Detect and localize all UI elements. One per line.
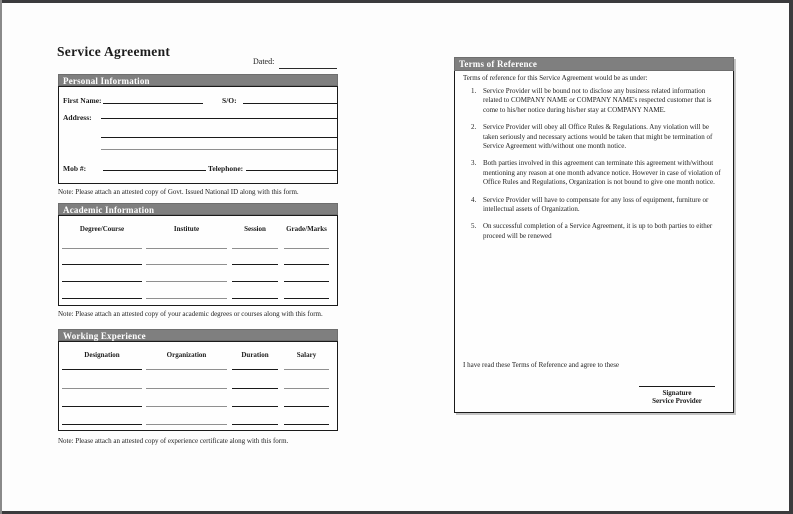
experience-blank-line xyxy=(146,388,227,389)
experience-col-salary: Salary xyxy=(296,351,317,359)
experience-blank-line xyxy=(284,424,329,425)
academic-blank-line xyxy=(146,264,227,265)
dated-blank-line xyxy=(279,68,337,69)
term-number: 3. xyxy=(471,159,477,168)
term-text: Service Provider will obey all Office Rules & Regulations. Any violation will be taken seriously and necessary actions would be taken that might be termination of Service Agreement with/without one month notice. xyxy=(483,123,713,151)
experience-blank-line xyxy=(62,424,142,425)
term-text: Service Provider will have to compensate for any loss of equipment, furniture or intellectual assets of Organization. xyxy=(483,195,709,214)
experience-box xyxy=(58,341,338,431)
first-name-label: First Name: xyxy=(63,96,102,105)
signature-block xyxy=(639,386,715,405)
experience-note: Note: Please attach an attested copy of experience certificate along with this form. xyxy=(58,437,289,445)
term-number: 5. xyxy=(471,222,477,231)
frame-border-top xyxy=(0,0,793,3)
academic-blank-line xyxy=(284,248,329,249)
academic-blank-line xyxy=(62,264,142,265)
term-item-1 xyxy=(471,87,725,115)
term-item-3 xyxy=(471,159,725,187)
academic-blank-line xyxy=(232,264,278,265)
experience-blank-line xyxy=(146,369,227,370)
telephone-label: Telephone: xyxy=(208,164,244,173)
frame-border-right xyxy=(789,0,793,514)
address-label: Address: xyxy=(63,113,92,122)
experience-col-designation: Designation xyxy=(84,351,120,359)
experience-col-organization: Organization xyxy=(166,351,207,359)
terms-page xyxy=(454,57,734,413)
academic-blank-line xyxy=(62,281,142,282)
experience-blank-line xyxy=(284,388,329,389)
page-title: Service Agreement xyxy=(57,44,171,59)
acknowledgement-text: I have read these Terms of Reference and agree to these xyxy=(463,361,620,369)
academic-blank-line xyxy=(146,248,227,249)
term-item-5 xyxy=(471,222,725,241)
first-name-blank-line xyxy=(103,103,203,104)
address-blank-line-3 xyxy=(101,149,337,150)
address-blank-line-1 xyxy=(101,118,337,119)
academic-blank-line xyxy=(232,248,278,249)
term-text: Service Provider will be bound not to disclose any business related information related to COMPANY NAME or COMPANY NAME's respected customer that is come to his/her notice during his/her stay at COMPANY NAME. xyxy=(483,87,712,114)
personal-note: Note: Please attach an attested copy of Govt. Issued National ID along with this form. xyxy=(58,188,299,196)
terms-intro: Terms of reference for this Service Agreement would be as under: xyxy=(463,74,648,82)
academic-note: Note: Please attach an attested copy of your academic degrees or courses along with this form. xyxy=(58,310,323,318)
section-header-personal: Personal Information xyxy=(58,74,338,86)
experience-blank-line xyxy=(232,406,278,407)
academic-info-box xyxy=(58,215,338,306)
academic-blank-line xyxy=(284,264,329,265)
signature-role: Service Provider xyxy=(652,397,702,406)
term-text: On successful completion of a Service Agreement, it is up to both parties to either proceed will be renewed xyxy=(483,222,713,240)
experience-blank-line xyxy=(284,406,329,407)
academic-blank-line xyxy=(62,248,142,249)
experience-col-duration: Duration xyxy=(241,351,269,359)
academic-blank-line xyxy=(146,281,227,282)
experience-blank-line xyxy=(62,406,142,407)
signature-label: Signature xyxy=(662,389,692,397)
academic-col-grade: Grade/Marks xyxy=(286,225,327,233)
experience-blank-line xyxy=(62,369,142,370)
academic-blank-line xyxy=(284,298,329,299)
mob-label: Mob #: xyxy=(63,164,87,173)
terms-list xyxy=(471,87,725,249)
so-blank-line xyxy=(243,103,337,104)
term-number: 1. xyxy=(471,87,477,95)
academic-blank-line xyxy=(62,298,142,299)
academic-col-degree: Degree/Course xyxy=(79,225,125,233)
term-number: 2. xyxy=(471,123,477,132)
academic-blank-line xyxy=(146,298,227,299)
academic-blank-line xyxy=(232,298,278,299)
address-blank-line-2 xyxy=(101,137,337,138)
section-header-experience: Working Experience xyxy=(58,329,338,341)
term-item-4 xyxy=(471,196,725,215)
experience-blank-line xyxy=(62,388,142,389)
signature-blank-line xyxy=(639,386,715,387)
so-label: S/O: xyxy=(222,96,237,105)
telephone-blank-line xyxy=(246,170,337,171)
term-item-2 xyxy=(471,123,725,151)
section-header-academic: Academic Information xyxy=(58,203,338,215)
experience-blank-line xyxy=(146,424,227,425)
dated-label: Dated: xyxy=(253,57,275,66)
academic-blank-line xyxy=(284,281,329,282)
mob-blank-line xyxy=(103,170,206,171)
academic-blank-line xyxy=(232,281,278,282)
section-header-terms: Terms of Reference xyxy=(454,57,734,71)
experience-blank-line xyxy=(232,424,278,425)
term-number: 4. xyxy=(471,195,477,204)
term-text: Both parties involved in this agreement can terminate this agreement with/without mentioning any reason at one month advance notice. However in case of violation of Office Rules and Regulations, Organization is not bound to give one month notice. xyxy=(483,159,721,187)
frame-border-left xyxy=(0,0,2,514)
experience-blank-line xyxy=(146,406,227,407)
experience-blank-line xyxy=(284,369,329,370)
experience-blank-line xyxy=(232,388,278,389)
experience-blank-line xyxy=(232,369,278,370)
academic-col-institute: Institute xyxy=(173,225,200,233)
academic-col-session: Session xyxy=(244,225,266,233)
personal-info-box xyxy=(58,86,338,184)
